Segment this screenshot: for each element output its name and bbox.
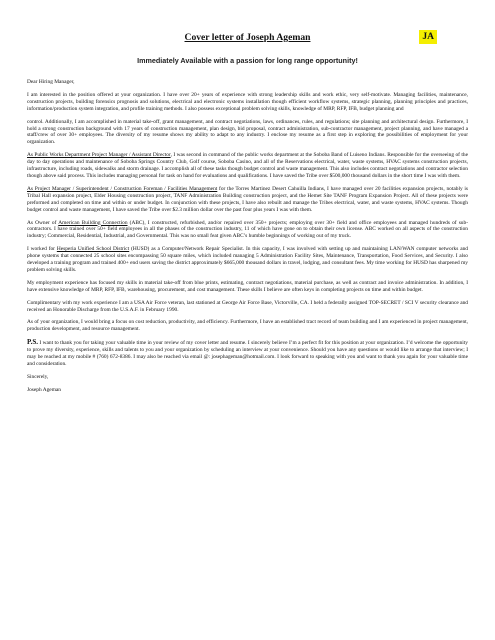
- paragraph-torres-martinez: [27, 186, 468, 214]
- paragraph-abc-prefix: As Owner of: [27, 219, 59, 226]
- paragraph-skills: control. Additionally, I am accomplished in material take-off, grant management, and contract negotiations, laws, ordinances, rules, and regulations; site planning and architectural design. Furthermore, I hold a strong construction background with 17 years of construction management, plan design, bid proposal, contract administration, sub-contractor management, project planning, and have managed a staff/crew of over 30+ employees. The diversity of my resume shows my ability to adapt to any industry. I enclose my resume as a first step in exploring the possibilities of employment for your organization.: [27, 118, 468, 146]
- ps-text: I want to thank you for taking your valuable time in your review of my cover letter and resume. I sincerely believe I’m a perfect fit for this position at your organization. I’d welcome the opportunity to prove my diversity, experience, skills and talents to you and your organization by scheduling an interview at your convenience. Should you have any questions or would like to arrange that interview; I may be reached at my mobile # (760) 672-8386. I may also be reached via email @: josephageman@hotmail.com. I look forward to speaking with you and want to thank you again for your valuable time and consideration.: [27, 340, 468, 367]
- page-subtitle: Immediately Available with a passion for long range opportunity!: [137, 56, 358, 65]
- signature: Joseph Ageman: [27, 386, 61, 393]
- paragraph-husd-text: (HUSD) as a Computer/Network Repair Specialist. In this capacity, I was involved with setting up and maintaining LAN/WAN computer networks and phone systems that connected 25 school sites encompassing 50 square miles, which included managing 5 Administration Facility Sites, Maintenance, Transportation, Food Services, and Security. I also developed a training program and trained 400+ end users saving the district approximately $665,000 thousand dollars in travel, lodging, and consultant fees. My time working for HUSD has sharpened my problem solving skills.: [27, 246, 468, 273]
- role-public-works: As Public Works Department Project Manager / Assistant Director: [27, 152, 171, 159]
- page-title: Cover letter of Joseph Ageman: [184, 32, 311, 43]
- company-abc: American Building Connection: [58, 219, 128, 226]
- title-row: [27, 30, 468, 50]
- salutation: Dear Hiring Manager,: [27, 79, 75, 85]
- paragraph-experience: My employment experience has focused my skills in material take-off from blue prints, estimating, contract negotiations, material purchase, as well as contract and invoice administration. In addition, I have extensive knowledge of MRP, RFP, IFB, warehousing, procurement, and cost management. These skills I believe are often keys in completing projects on time and within budget.: [27, 279, 468, 293]
- paragraph-public-works-text: , I was second in command of the public works department at the Soboba Band of Luiseno Indians. Responsible for the overseeing of the day to day operations and maintenance of Soboba Springs Country Club, Golf course, Soboba Casino, and all of the Reservations electrical, water, waste systems, HVAC systems construction projects, infrastructure, including roads, sidewalks and storm drainage. I accomplish all of these tasks though budget control and waste management. This also includes contract negotiations and contractor selection though above said process. This includes managing personal for task on hand for evaluations and qualifications. I have saved the Tribe over $500,000 thousand dollars in the short time I was with them.: [27, 152, 468, 179]
- paragraph-abc: [27, 220, 468, 241]
- ps-label: P.S.: [27, 338, 39, 347]
- closing: Sincerely,: [27, 373, 49, 380]
- paragraph-intro: I am interested in the position offered at your organization. I have over 20+ years of experience with strong leadership skills and work ethic, very self-motivate. Managing facilities, maintenance, construction projects, building forensics prognosis and solutions, electrical and electronic systems installation though efficient workflow systems, strategic planning, planning principles and practices, information/production system integration, and profile training methods. I also possess exceptional problem solving skills, knowledge of MRP, RFP, IFB, budget planning and: [27, 91, 468, 112]
- paragraph-torres-martinez-text: for the Torres Martinez Desert Cahuilla Indians, I have managed over 20 facilities expansion projects, notably is Tribal Hall expansion project, Elder Housing construction project, TANF Administration Building construction project, and the Hemet Site TANF Program Expansion Project. All of these projects were preformed and completed on time and within or under budget. In conjunction with these projects, I have also rebuilt and manage the Tribes electrical, water, and waste systems, HVAC systems. Though budget control and waste management, I have saved the Tribe over $2.3 million dollar over the past four plus years I was with them.: [27, 185, 469, 213]
- paragraph-public-works: [27, 152, 468, 180]
- employer-husd: Hesperia Unified School District: [56, 246, 130, 253]
- role-project-manager: As Project Manager / Superintendent / Construction Foreman / Facilities Management: [27, 185, 218, 192]
- paragraph-focus: As of your organization, I would bring a focus on cost reduction, productivity, and efficiency. Furthermore, I have an established tract record of team building and I am experienced in project management, production development, and resource management.: [27, 319, 468, 333]
- paragraph-veteran: Complimentary with my work experience I am a USA Air Force veteran, last stationed at George Air Force Base, Victorville, CA. I held a federally assigned TOP-SECRET / SCI V security clearance and received an Honorable Discharge from the U.S.A.F. in February 1990.: [27, 299, 468, 313]
- paragraph-husd: [27, 246, 468, 274]
- paragraph-abc-text: (ABC), I constructed, refurbished, and/or repaired over 350+ projects; employing over 30+ field and office employees and managed hundreds of sub-contractors. I have trained over 50+ field employees in all the phases of the construction industry, 11 of which have gone on to obtain their own license. ABC worked on all aspects of the construction industry; Commercial, Residential, Industrial, and Governmental. This was no small feat given ABC’s humble beginnings of working out of my truck.: [27, 219, 468, 240]
- paragraph-husd-prefix: I worked for: [27, 246, 57, 253]
- initials-badge: JA: [419, 30, 437, 44]
- paragraph-ps: [27, 339, 468, 368]
